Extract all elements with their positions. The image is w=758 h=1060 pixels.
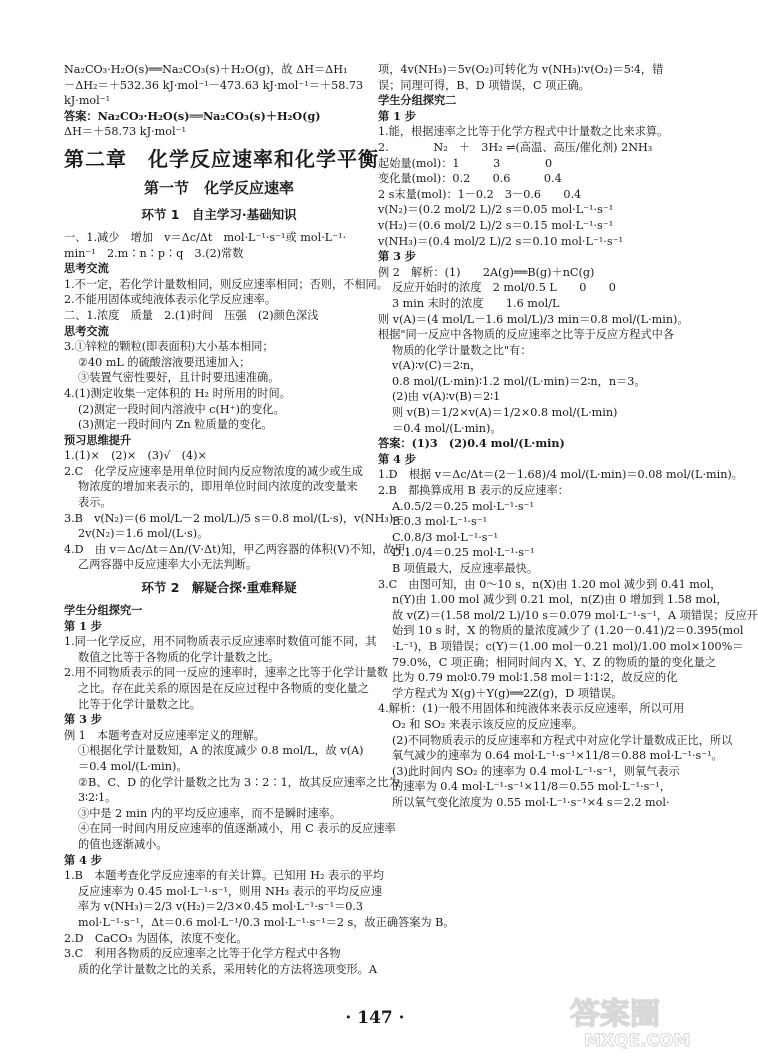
right-line: 根据"同一反应中各物质的反应速率之比等于反应方程式中各 bbox=[378, 328, 675, 342]
right-line: 1.D 根据 v＝Δc/Δt＝(2－1.68)/4 mol/(L·min)＝0.08 mol/(L·min)。 bbox=[378, 468, 743, 482]
left-heading: 第 3 步 bbox=[64, 712, 102, 727]
right-line: (2)由 v(A)∶v(B)＝2∶1 bbox=[392, 390, 501, 404]
right-line: 则 v(A)＝(4 mol/L－1.6 mol/L)/3 min＝0.8 mol/(L·min)。 bbox=[378, 312, 689, 326]
left-heading: 预习思维提升 bbox=[64, 432, 132, 447]
left-line: ④在同一时间内用反应速率的值逐渐减小，用 C 表示的反应速率 bbox=[78, 822, 396, 836]
left-line: 3.B v(N₂)＝(6 mol/L－2 mol/L)/5 s＝0.8 mol/(L·s)，v(NH₃)＝ bbox=[64, 511, 405, 525]
right-line: D.1.0/4＝0.25 mol·L⁻¹·s⁻¹ bbox=[392, 546, 535, 560]
left-line: 比等于化学计量数之比。 bbox=[78, 697, 202, 711]
right-line: 2 s末量(mol)：1－0.2 3－0.6 0.4 bbox=[378, 187, 582, 201]
left-line: 物浓度的增加来表示的，即用单位时间内浓度的改变量来 bbox=[78, 480, 358, 494]
left-line: 2.不能用固体或纯液体表示化学反应速率。 bbox=[64, 293, 277, 307]
left-line: 1.不一定，若化学计量数相同，则反应速率相同；否则，不相同。 bbox=[64, 277, 388, 291]
right-line: 学方程式为 X(g)＋Y(g)══2Z(g)，D 项错误。 bbox=[392, 686, 623, 700]
right-line: 误；同理可得，B、D 项错误，C 项正确。 bbox=[378, 78, 590, 92]
left-line: 乙两容器中反应速率大小无法判断。 bbox=[78, 558, 258, 572]
left-line: 的值也逐渐减小。 bbox=[78, 837, 168, 851]
right-line: 2.B 都换算成用 B 表示的反应速率： bbox=[378, 484, 569, 498]
right-line: 起始量(mol)：1 3 0 bbox=[378, 156, 553, 170]
right-line: ＝0.4 mol/(L·min)。 bbox=[392, 421, 502, 435]
left-line: ③中是 2 min 内的平均反应速率，而不是瞬时速率。 bbox=[78, 806, 341, 820]
right-heading: 第 3 步 bbox=[378, 249, 416, 264]
left-line: 二、1.浓度 质量 2.(1)时间 压强 (2)颜色深浅 bbox=[64, 308, 319, 322]
left-heading: 第 4 步 bbox=[64, 852, 102, 867]
left-line: 4.D 由 v＝Δc/Δt＝Δn/(V·Δt)知，甲乙两容器的体积(V)不知，故甲、 bbox=[64, 542, 417, 556]
right-line: 故 v(Z)＝(1.58 mol/2 L)/10 s＝0.079 mol·L⁻¹·s⁻¹，A 项错误；反应开 bbox=[392, 608, 758, 622]
left-line: 1.B 本题考查化学反应速率的有关计算。已知用 H₂ 表示的平均 bbox=[64, 869, 384, 883]
left-line: 率为 v(NH₃)＝2/3 v(H₂)＝2/3×0.45 mol·L⁻¹·s⁻¹＝0.3 bbox=[78, 900, 364, 914]
left-line: 3.①锌粒的颗粒(即表面积)大小基本相同； bbox=[64, 340, 274, 354]
right-line: O₂ 和 SO₂ 来表示该反应的反应速率。 bbox=[392, 717, 584, 731]
right-line: 1.能，根据速率之比等于化学方程式中计量数之比来求算。 bbox=[378, 125, 669, 139]
left-line: (2)测定一段时间内溶液中 c(H⁺)的变化。 bbox=[78, 402, 285, 416]
right-line: v(NH₃)＝(0.4 mol/2 L)/2 s＝0.10 mol·L⁻¹·s⁻¹ bbox=[378, 234, 623, 248]
left-line: (3)测定一段时间内 Zn 粒质量的变化。 bbox=[78, 418, 273, 432]
right-line: C.0.8/3 mol·L⁻¹·s⁻¹ bbox=[392, 530, 498, 544]
right-line: 3.C 由图可知，由 0～10 s，n(X)由 1.20 mol 减少到 0.41 mol， bbox=[378, 577, 722, 591]
left-line: 表示。 bbox=[78, 496, 112, 510]
left-line: ＝0.4 mol/(L·min)。 bbox=[78, 759, 188, 773]
right-line: 4.解析：(1)一般不用固体和纯液体来表示反应速率，所以可用 bbox=[378, 702, 685, 716]
right-line: (3)此时间内 SO₂ 的速率为 0.4 mol·L⁻¹·s⁻¹，则氧气表示 bbox=[392, 764, 680, 778]
left-line: 1.同一化学反应，用不同物质表示反应速率时数值可能不同，其 bbox=[64, 635, 377, 649]
left-line: 一、1.减少 增加 v＝Δc/Δt mol·L⁻¹·s⁻¹或 mol·L⁻¹· bbox=[64, 230, 347, 244]
left-heading: 答案：Na₂CO₃·H₂O(s)══Na₂CO₃(s)＋H₂O(g) bbox=[64, 108, 321, 123]
left-line: 反应速率为 0.45 mol·L⁻¹·s⁻¹，则用 NH₃ 表示的平均反应速 bbox=[78, 884, 383, 898]
right-line: 氧气减少的速率为 0.64 mol·L⁻¹·s⁻¹×11/8＝0.88 mol·L⁻¹·s⁻¹。 bbox=[392, 749, 723, 763]
left-line: 2.D CaCO₃ 为固体，浓度不变化。 bbox=[64, 931, 248, 945]
left-line: 例 1 本题考查对反应速率定义的理解。 bbox=[64, 728, 265, 742]
left-line: 3∶2∶1。 bbox=[78, 791, 117, 805]
right-line: 所以氧气变化浓度为 0.55 mol·L⁻¹·s⁻¹×4 s＝2.2 mol· bbox=[392, 795, 670, 809]
right-line: 79.0%，C 项正确；相同时间内 X、Y、Z 的物质的量的变化量之 bbox=[392, 655, 717, 669]
right-line: v(N₂)＝(0.2 mol/2 L)/2 s＝0.05 mol·L⁻¹·s⁻¹ bbox=[378, 203, 614, 217]
right-line: 2. N₂ ＋ 3H₂ ⇌(高温、高压/催化剂) 2NH₃ bbox=[378, 140, 653, 154]
left-line: 1.(1)× (2)× (3)√ (4)× bbox=[64, 449, 207, 463]
right-line: 3 min 末时的浓度 1.6 mol/L bbox=[392, 296, 560, 310]
right-heading: 学生分组探究二 bbox=[378, 93, 457, 108]
left-line: ΔH＝＋58.73 kJ·mol⁻¹ bbox=[64, 125, 186, 139]
left-line: 2.用不同物质表示的同一反应的速率时，速率之比等于化学计量数 bbox=[64, 666, 388, 680]
subsection-heading: 环节 1 自主学习·基础知识 bbox=[141, 206, 297, 222]
right-line: v(A)∶v(C)＝2∶n， bbox=[392, 359, 482, 373]
right-line: 的速率为 0.4 mol·L⁻¹·s⁻¹×11/8＝0.55 mol·L⁻¹·s⁻¹， bbox=[392, 780, 671, 794]
left-line: 2v(N₂)＝1.6 mol/(L·s)。 bbox=[78, 527, 209, 541]
right-line: A.0.5/2＝0.25 mol·L⁻¹·s⁻¹ bbox=[392, 499, 534, 513]
left-line: 质的化学计量数之比的关系，采用转化的方法将选项变形。A bbox=[78, 962, 377, 976]
watermark-logo bbox=[566, 990, 736, 1052]
right-line: 物质的化学计量数之比"有： bbox=[392, 343, 532, 357]
left-line: min⁻¹ 2.m∶n∶p∶q 3.(2)常数 bbox=[64, 246, 244, 260]
chapter-title: 第二章 化学反应速率和化学平衡 bbox=[64, 146, 379, 171]
page-number: · 147 · bbox=[345, 1008, 405, 1028]
subsection-heading: 环节 2 解疑合探·重难释疑 bbox=[141, 580, 297, 596]
right-column bbox=[378, 62, 758, 811]
right-line: 始到 10 s 时，X 的物质的量浓度减少了 (1.20－0.41)/2＝0.395(mol bbox=[392, 624, 744, 638]
left-heading: 学生分组探究一 bbox=[64, 603, 143, 618]
right-line: ·L⁻¹)，B 项错误；c(Y)＝(1.00 mol－0.21 mol)/1.00 mol×100%＝ bbox=[392, 639, 744, 653]
right-line: v(H₂)＝(0.6 mol/2 L)/2 s＝0.15 mol·L⁻¹·s⁻¹ bbox=[378, 218, 614, 232]
right-line: B 项值最大，反应速率最快。 bbox=[392, 562, 539, 575]
left-line: mol·L⁻¹·s⁻¹，Δt＝0.6 mol·L⁻¹/0.3 mol·L⁻¹·s⁻¹＝2 s，故正确答案为 B。 bbox=[78, 915, 455, 929]
right-line: B.0.3 mol·L⁻¹·s⁻¹ bbox=[392, 515, 488, 529]
right-line: 0.8 mol/(L·min)∶1.2 mol/(L·min)＝2∶n，n＝3。 bbox=[392, 374, 646, 388]
left-line: 数值之比等于各物质的化学计量数之比。 bbox=[78, 650, 280, 664]
left-line: kJ·mol⁻¹ bbox=[64, 94, 111, 108]
left-line: 之比。存在此关系的原因是在反应过程中各物质的变化量之 bbox=[78, 682, 369, 695]
left-line: Na₂CO₃·H₂O(s)══Na₂CO₃(s)＋H₂O(g)，故 ΔH＝ΔH₁ bbox=[64, 63, 348, 76]
right-line: (2)不同物质表示的反应速率和方程式中对应化学计量数成正比，所以 bbox=[392, 733, 733, 747]
right-line: 则 v(B)＝1/2×v(A)＝1/2×0.8 mol/(L·min) bbox=[392, 406, 618, 420]
left-line: ③装置气密性要好，且计时要迅速准确。 bbox=[78, 371, 280, 385]
svg-text:MXQE.COM: MXQE.COM bbox=[584, 1031, 691, 1051]
left-heading: 思考交流 bbox=[64, 261, 109, 276]
left-line: 4.(1)测定收集一定体积的 H₂ 时所用的时间。 bbox=[64, 386, 291, 400]
section-title: 第一节 化学反应速率 bbox=[143, 178, 294, 197]
left-line: ②B、C、D 的化学计量数之比为 3∶2∶1，故其反应速率之比为 bbox=[78, 775, 400, 789]
right-line: 例 2 解析：(1) 2A(g)══B(g)＋nC(g) bbox=[378, 265, 595, 279]
left-line: ②40 mL 的硫酸溶液要迅速加入； bbox=[78, 355, 251, 369]
svg-text:答案圈: 答案圈 bbox=[570, 997, 660, 1032]
left-line: ①根据化学计量数知，A 的浓度减少 0.8 mol/L，故 v(A) bbox=[78, 744, 364, 758]
right-line: 比为 0.79 mol∶0.79 mol∶1.58 mol＝1∶1∶2，故反应的化 bbox=[392, 671, 678, 685]
right-line: n(Y)由 1.00 mol 减少到 0.21 mol，n(Z)由 0 增加到 1.58 mol， bbox=[392, 593, 728, 607]
right-heading: 第 1 步 bbox=[378, 108, 416, 123]
left-line: －ΔH₂＝＋532.36 kJ·mol⁻¹－473.63 kJ·mol⁻¹＝＋58.73 bbox=[64, 78, 364, 92]
left-heading: 思考交流 bbox=[64, 323, 109, 338]
right-heading: 第 4 步 bbox=[378, 451, 416, 466]
left-line: 3.C 利用各物质的反应速率之比等于化学方程式中各物 bbox=[64, 947, 341, 961]
right-line: 项，4v(NH₃)＝5v(O₂)可转化为 v(NH₃)∶v(O₂)＝5∶4，错 bbox=[378, 63, 664, 76]
right-line: 反应开始时的浓度 2 mol/0.5 L 0 0 bbox=[392, 281, 616, 295]
right-heading: 答案：(1)3 (2)0.4 mol/(L·min) bbox=[378, 436, 565, 451]
left-line: 2.C 化学反应速率是用单位时间内反应物浓度的减少或生成 bbox=[64, 464, 363, 478]
right-line: 变化量(mol)：0.2 0.6 0.4 bbox=[378, 172, 562, 186]
left-heading: 第 1 步 bbox=[64, 618, 102, 633]
